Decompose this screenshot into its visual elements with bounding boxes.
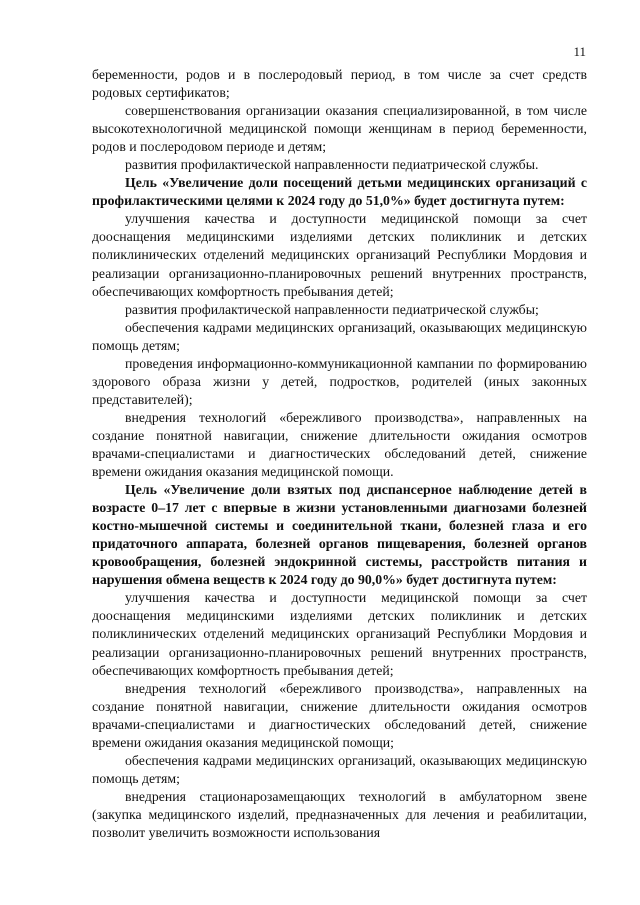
paragraph: проведения информационно-коммуникационной кампании по формированию здорового образа жизни у детей, подростков, родителей (иных законных представителей); [92, 355, 587, 407]
goal-heading: Цель «Увеличение доли взятых под диспансерное наблюдение детей в возрасте 0–17 лет с впервые в жизни установленными диагнозами болезней костно-мышечной системы и соединительной ткани, болезней глаза и его придаточного аппарата, болезней органов пищеварения, болезней органов кровообращения, болезней эндокринной системы, расстройств питания и нарушения обмена веществ к 2024 году до 90,0%» будет достигнута путем: [92, 482, 587, 588]
paragraph: улучшения качества и доступности медицинской помощи за счет дооснащения медицинскими изделиями детских поликлиник и детских поликлинических отделений медицинских организаций Республики Мордовия и реализации организационно-планировочных решений внутренних пространств, обеспечивающих комфортность пребывания детей; [92, 211, 587, 299]
goal-heading: Цель «Увеличение доли посещений детьми медицинских организаций с профилактическими целями к 2024 году до 51,0%» будет достигнута путем: [92, 175, 587, 209]
paragraph: внедрения технологий «бережливого производства», направленных на создание понятной навигации, снижение длительности ожидания осмотров врачами-специалистами и диагностических обследований детей, снижение времени ожидания оказания медицинской помощи. [92, 409, 587, 480]
paragraph: обеспечения кадрами медицинских организаций, оказывающих медицинскую помощь детям; [92, 752, 587, 786]
body-text [92, 66, 587, 842]
paragraph: развития профилактической направленности педиатрической службы; [125, 301, 539, 317]
paragraph: обеспечения кадрами медицинских организаций, оказывающих медицинскую помощь детям; [92, 319, 587, 353]
paragraph: совершенствования организации оказания специализированной, в том числе высокотехнологичной медицинской помощи женщинам в период беременности, родов и послеродовом периоде и детям; [92, 103, 587, 155]
paragraph: внедрения технологий «бережливого производства», направленных на создание понятной навигации, снижение длительности ожидания осмотров врачами-специалистами и диагностических обследований детей, снижение времени ожидания оказания медицинской помощи; [92, 680, 587, 750]
page-number: 11 [573, 44, 586, 59]
paragraph: развития профилактической направленности педиатрической службы. [125, 157, 539, 173]
paragraph: улучшения качества и доступности медицинской помощи за счет дооснащения медицинскими изделиями детских поликлиник и детских поликлинических отделений медицинских организаций Республики Мордовия и реализации организационно-планировочных решений внутренних пространств, обеспечивающих комфортность пребывания детей; [92, 590, 587, 678]
paragraph: беременности, родов и в послеродовый период, в том числе за счет средств родовых сертификатов; [92, 67, 587, 101]
paragraph: внедрения стационарозамещающих технологий в амбулаторном звене (закупка медицинского изделий, предназначенных для лечения и реабилитации, позволит увеличить возможности использования [92, 788, 587, 840]
